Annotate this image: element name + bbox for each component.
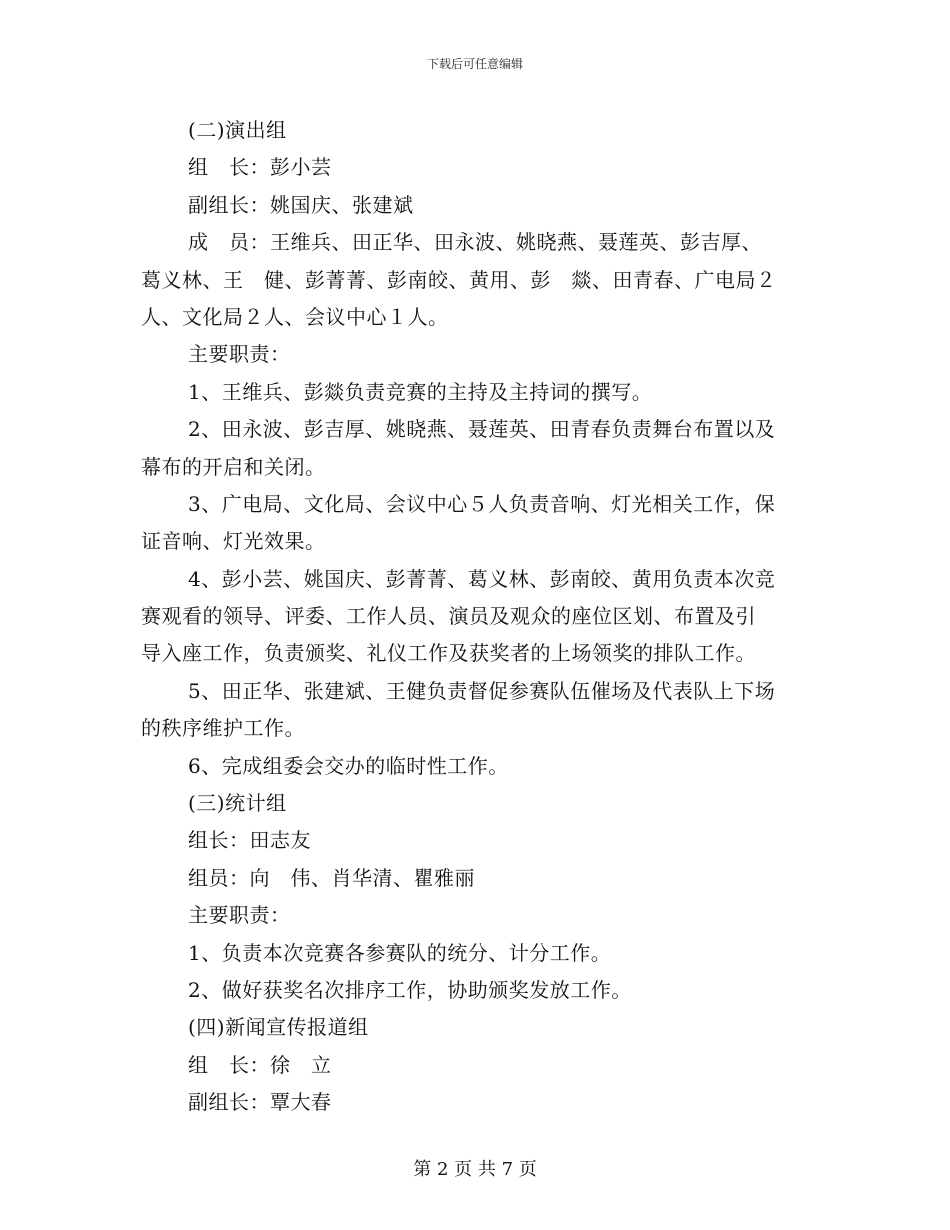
text-line: (四)新闻宣传报道组 [188, 1015, 369, 1040]
text-line: 组长：田志友 [188, 828, 311, 853]
text-line: 赛观看的领导、评委、工作人员、演员及观众的座位区划、布置及引 [141, 604, 756, 629]
text-line: 葛义林、王 健、彭菁菁、彭南皎、黄用、彭 燚、田青春、广电局２ [141, 267, 777, 292]
text-line: (三)统计组 [188, 791, 287, 816]
page-header: 下载后可任意编辑 [426, 57, 523, 71]
text-line: 3、广电局、文化局、会议中心５人负责音响、灯光相关工作，保 [188, 491, 776, 516]
text-line: 组员：向 伟、肖华清、瞿雅丽 [188, 865, 475, 890]
document-body [141, 112, 821, 1122]
text-line: 导入座工作，负责颁奖、礼仪工作及获奖者的上场领奖的排队工作。 [141, 641, 756, 666]
text-line: 组 长：彭小芸 [188, 155, 332, 180]
text-line: 2、做好获奖名次排序工作，协助颁奖发放工作。 [188, 977, 632, 1002]
text-line: 6、完成组委会交办的临时性工作。 [188, 753, 509, 778]
text-line: 5、田正华、张建斌、王健负责督促参赛队伍催场及代表队上下场 [188, 678, 776, 703]
text-line: 幕布的开启和关闭。 [141, 454, 326, 479]
text-line: (二)演出组 [188, 118, 287, 142]
text-line: 4、彭小芸、姚国庆、彭菁菁、葛义林、彭南皎、黄用负责本次竞 [188, 566, 776, 591]
text-line: 1、负责本次竞赛各参赛队的统分、计分工作。 [188, 940, 612, 965]
text-line: 副组长：覃大春 [188, 1090, 332, 1115]
text-line: 组 长：徐 立 [188, 1052, 332, 1077]
text-line: 主要职责： [188, 903, 291, 928]
text-line: 证音响、灯光效果。 [141, 529, 326, 554]
text-line: 主要职责： [188, 342, 291, 367]
text-line: 2、田永波、彭吉厚、姚晓燕、聂莲英、田青春负责舞台布置以及 [188, 417, 776, 442]
page-footer: 第 2 页 共 7 页 [413, 1159, 537, 1180]
text-line: 成 员：王维兵、田正华、田永波、姚晓燕、聂莲英、彭吉厚、 [188, 230, 762, 255]
text-line: 的秩序维护工作。 [141, 716, 305, 741]
text-line: 副组长：姚国庆、张建斌 [188, 192, 414, 217]
text-line: 人、文化局２人、会议中心１人。 [141, 304, 449, 329]
text-line: 1、王维兵、彭燚负责竞赛的主持及主持词的撰写。 [188, 379, 653, 404]
